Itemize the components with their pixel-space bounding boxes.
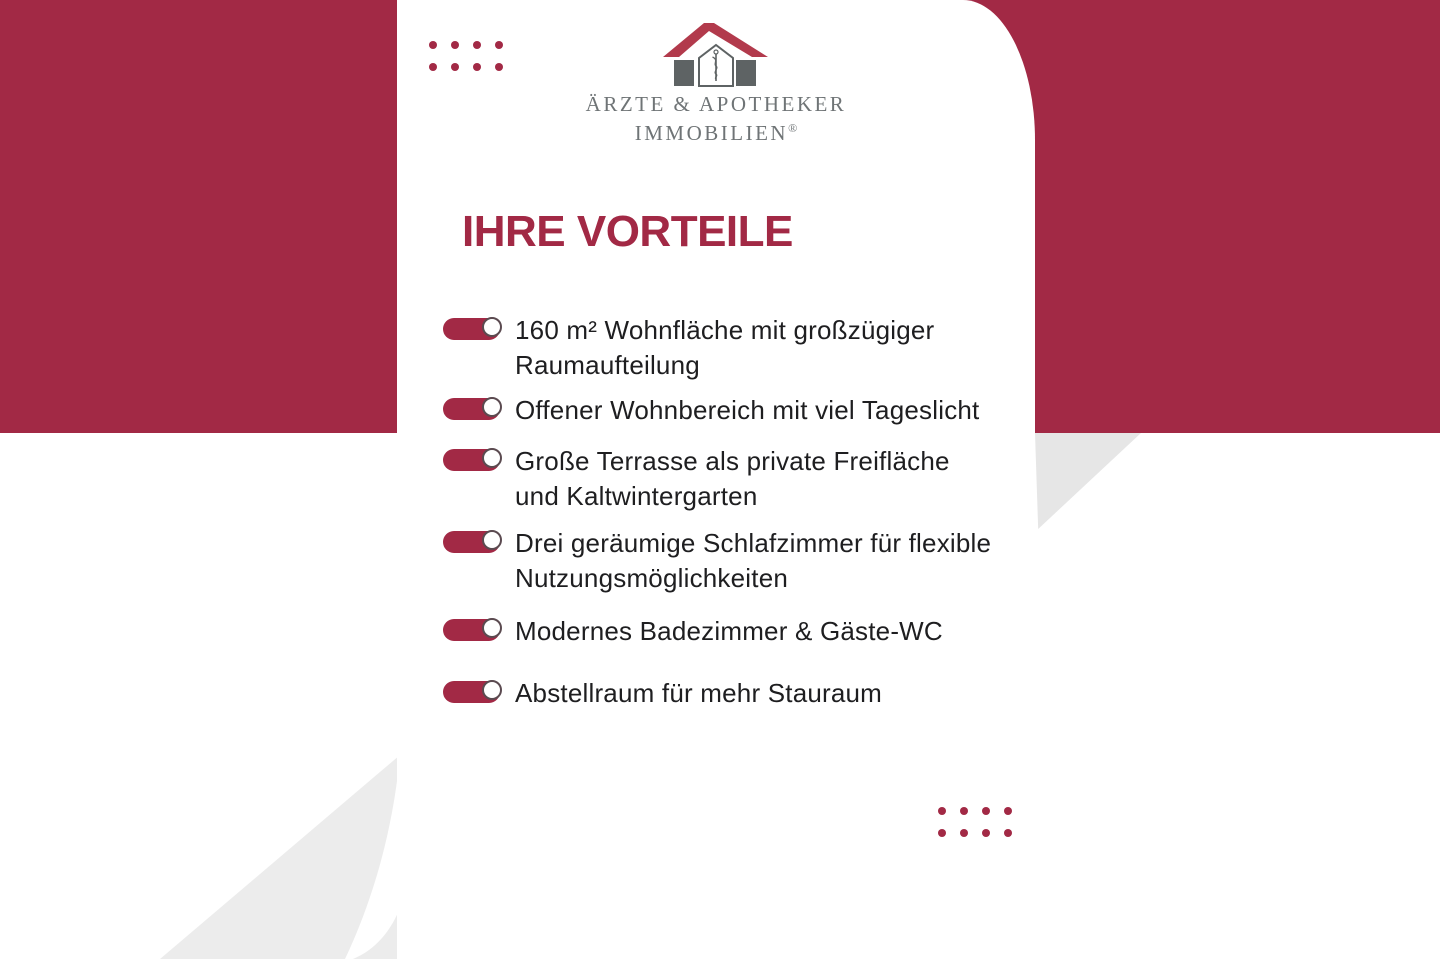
toggle-on-icon[interactable] (443, 318, 500, 340)
toggle-knob (482, 317, 502, 337)
registered-trademark: ® (788, 121, 798, 135)
dot-grid-bottom-right (938, 807, 1012, 837)
brand-name-line1: ÄRZTE & APOTHEKER (585, 92, 847, 116)
benefit-label: Modernes Badezimmer & Gäste-WC (515, 616, 943, 646)
toggle-on-icon[interactable] (443, 531, 500, 553)
benefit-item (443, 676, 991, 711)
toggle-on-icon[interactable] (443, 449, 500, 471)
benefit-label: Abstellraum für mehr Stauraum (515, 678, 883, 708)
toggle-knob (482, 448, 502, 468)
dot-icon (938, 807, 946, 815)
dot-icon (960, 829, 968, 837)
brand-logo (397, 16, 1035, 145)
dot-icon (1004, 807, 1012, 815)
dot-icon (938, 829, 946, 837)
content-card (397, 0, 1035, 959)
decorative-triangle (1035, 433, 1141, 529)
benefit-item (443, 526, 991, 596)
toggle-knob (482, 618, 502, 638)
toggle-knob (482, 530, 502, 550)
toggle-on-icon[interactable] (443, 619, 500, 641)
benefit-item (443, 444, 991, 514)
benefit-item (443, 393, 991, 428)
dot-icon (982, 807, 990, 815)
house-with-caduceus-icon (660, 16, 772, 90)
benefit-item (443, 313, 991, 383)
toggle-on-icon[interactable] (443, 681, 500, 703)
toggle-on-icon[interactable] (443, 398, 500, 420)
benefit-label: Drei geräumige Schlafzimmer für flexible Nutzungsmöglichkeiten (515, 528, 992, 593)
toggle-knob (482, 680, 502, 700)
benefit-label: Große Terrasse als private Freifläche und Kaltwintergarten (515, 446, 950, 511)
brand-name-line2: IMMOBILIEN® (634, 121, 798, 145)
benefit-item (443, 614, 991, 649)
dot-icon (1004, 829, 1012, 837)
benefit-list (443, 313, 991, 711)
toggle-knob (482, 397, 502, 417)
benefit-label: 160 m² Wohnfläche mit großzügiger Raumaufteilung (515, 315, 935, 380)
benefit-label: Offener Wohnbereich mit viel Tageslicht (515, 395, 980, 425)
dot-icon (982, 829, 990, 837)
page-title: IHRE VORTEILE (462, 207, 793, 256)
dot-icon (960, 807, 968, 815)
